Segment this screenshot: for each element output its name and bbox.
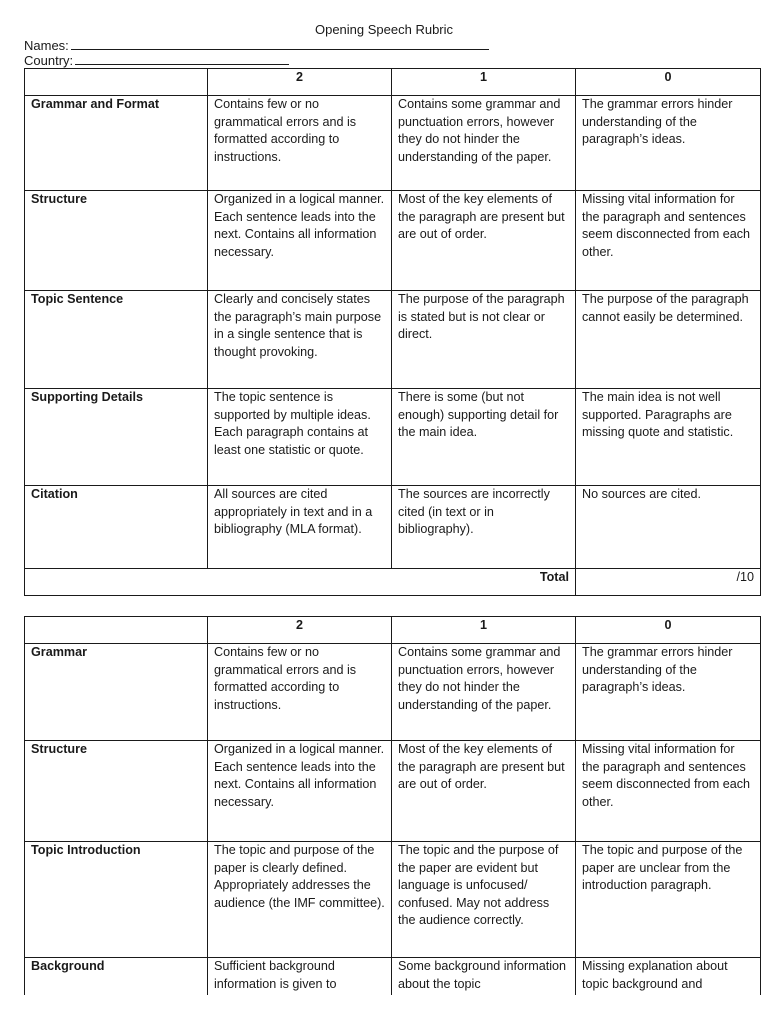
score-1-cell: The topic and the purpose of the paper are evident but language is unfocused/ confused. May not address the audience correctly. — [392, 842, 576, 958]
score-0-cell: The main idea is not well supported. Paragraphs are missing quote and statistic. — [576, 389, 761, 486]
score-2-cell: Organized in a logical manner. Each sentence leads into the next. Contains all information necessary. — [208, 741, 392, 842]
header-cell-2: 2 — [208, 69, 392, 96]
table-row — [25, 389, 761, 486]
score-2-cell: Contains few or no grammatical errors and is formatted according to instructions. — [208, 644, 392, 741]
score-1-cell: Most of the key elements of the paragraph are present but are out of order. — [392, 191, 576, 291]
table-header-row — [25, 69, 761, 96]
score-0-cell: The grammar errors hinder understanding of the paragraph’s ideas. — [576, 96, 761, 191]
table-row — [25, 741, 761, 842]
names-line — [24, 38, 489, 53]
total-score[interactable]: /10 — [576, 569, 761, 596]
header-cell-1: 1 — [392, 69, 576, 96]
table-row — [25, 191, 761, 291]
header-cell-2: 2 — [208, 617, 392, 644]
names-blank[interactable] — [71, 38, 489, 50]
score-0-cell: The grammar errors hinder understanding of the paragraph’s ideas. — [576, 644, 761, 741]
criterion-cell: Citation — [25, 486, 208, 569]
score-0-cell: No sources are cited. — [576, 486, 761, 569]
score-0-cell: Missing vital information for the paragraph and sentences seem disconnected from each other. — [576, 741, 761, 842]
country-blank[interactable] — [75, 53, 289, 65]
score-1-cell: Most of the key elements of the paragraph are present but are out of order. — [392, 741, 576, 842]
header-cell-0: 0 — [576, 69, 761, 96]
table-row — [25, 96, 761, 191]
criterion-cell: Structure — [25, 191, 208, 291]
score-2-cell: Sufficient background information is given to — [208, 958, 392, 1018]
table-row — [25, 486, 761, 569]
criterion-cell: Grammar — [25, 644, 208, 741]
score-1-cell: There is some (but not enough) supporting detail for the main idea. — [392, 389, 576, 486]
total-label: Total — [25, 569, 576, 596]
score-2-cell: Clearly and concisely states the paragraph’s main purpose in a single sentence that is thought provoking. — [208, 291, 392, 389]
score-1-cell: The purpose of the paragraph is stated but is not clear or direct. — [392, 291, 576, 389]
document-title: Opening Speech Rubric — [314, 22, 454, 37]
total-row — [25, 569, 761, 596]
table-row — [25, 644, 761, 741]
criterion-cell: Grammar and Format — [25, 96, 208, 191]
rubric-table-2 — [24, 616, 761, 1018]
criterion-cell: Topic Sentence — [25, 291, 208, 389]
header-cell-1: 1 — [392, 617, 576, 644]
header-cell-blank — [25, 69, 208, 96]
score-1-cell: Contains some grammar and punctuation errors, however they do not hinder the understanding of the paper. — [392, 644, 576, 741]
criterion-cell: Topic Introduction — [25, 842, 208, 958]
score-2-cell: The topic sentence is supported by multiple ideas. Each paragraph contains at least one statistic or quote. — [208, 389, 392, 486]
score-0-cell: The topic and purpose of the paper are unclear from the introduction paragraph. — [576, 842, 761, 958]
header-cell-0: 0 — [576, 617, 761, 644]
country-line — [24, 53, 289, 68]
score-0-cell: The purpose of the paragraph cannot easily be determined. — [576, 291, 761, 389]
score-1-cell: The sources are incorrectly cited (in text or in bibliography). — [392, 486, 576, 569]
page-bottom-edge — [0, 995, 768, 1024]
table-row — [25, 291, 761, 389]
score-1-cell: Contains some grammar and punctuation errors, however they do not hinder the understanding of the paper. — [392, 96, 576, 191]
score-0-cell: Missing vital information for the paragraph and sentences seem disconnected from each other. — [576, 191, 761, 291]
criterion-cell: Background — [25, 958, 208, 1018]
criterion-cell: Supporting Details — [25, 389, 208, 486]
rubric-table-1 — [24, 68, 761, 596]
score-1-cell: Some background information about the topic — [392, 958, 576, 1018]
score-2-cell: All sources are cited appropriately in text and in a bibliography (MLA format). — [208, 486, 392, 569]
score-0-cell: Missing explanation about topic background and — [576, 958, 761, 1018]
table-row — [25, 842, 761, 958]
header-cell-blank — [25, 617, 208, 644]
score-2-cell: The topic and purpose of the paper is clearly defined. Appropriately addresses the audience (the IMF committee). — [208, 842, 392, 958]
names-label: Names: — [24, 38, 69, 53]
score-2-cell: Contains few or no grammatical errors and is formatted according to instructions. — [208, 96, 392, 191]
table-header-row — [25, 617, 761, 644]
score-2-cell: Organized in a logical manner. Each sentence leads into the next. Contains all information necessary. — [208, 191, 392, 291]
criterion-cell: Structure — [25, 741, 208, 842]
country-label: Country: — [24, 53, 74, 68]
